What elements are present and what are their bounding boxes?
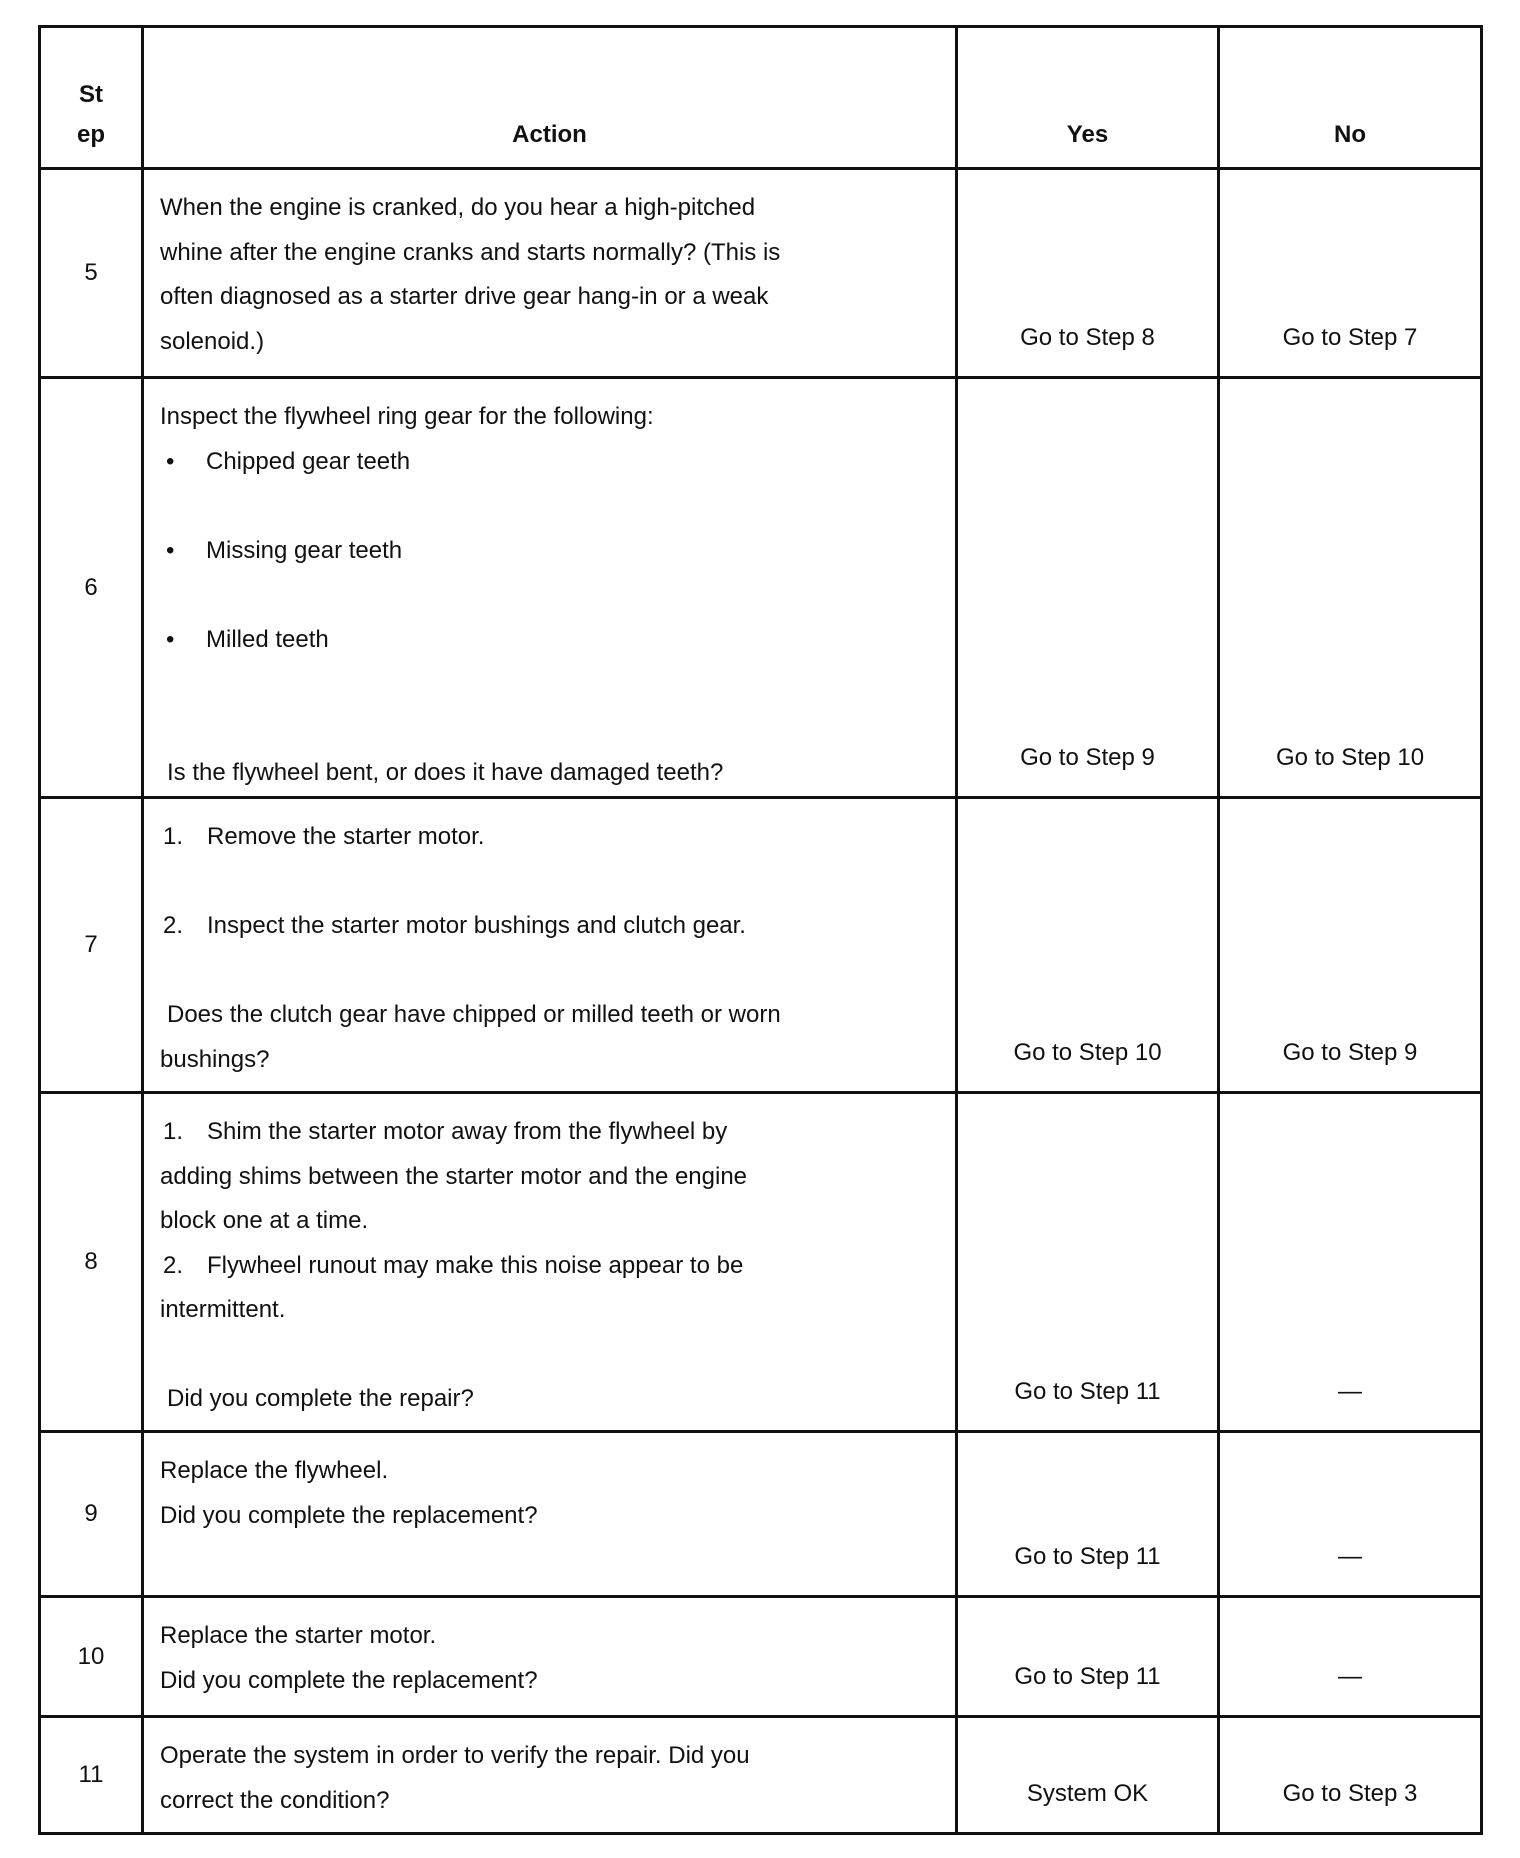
- no-result: —: [1219, 1432, 1482, 1597]
- item-marker: 1.: [163, 823, 184, 850]
- action-cell: [143, 1093, 957, 1432]
- action-cell: [143, 169, 957, 378]
- action-cell: [143, 1717, 957, 1834]
- bullet-item: [160, 440, 941, 485]
- yes-result: Go to Step 9: [957, 378, 1219, 798]
- numbered-item: [160, 904, 941, 949]
- table-row: [40, 798, 1482, 1093]
- item-marker: 2.: [163, 912, 184, 939]
- item-text: Flywheel runout may make this noise appear to be: [207, 1251, 744, 1279]
- blank-line: [160, 860, 941, 905]
- yes-result: Go to Step 11: [957, 1093, 1219, 1432]
- no-result: Go to Step 9: [1219, 798, 1482, 1093]
- numbered-item: [160, 815, 941, 860]
- no-result: Go to Step 10: [1219, 378, 1482, 798]
- item-marker: 1.: [163, 1118, 184, 1145]
- action-text: whine after the engine cranks and starts normally? (This is: [160, 238, 781, 266]
- action-text: Replace the flywheel.: [160, 1457, 389, 1484]
- action-text: Is the flywheel bent, or does it have damaged teeth?: [167, 759, 724, 786]
- item-text: Shim the starter motor away from the flywheel by: [207, 1118, 728, 1145]
- step-number: 11: [40, 1717, 143, 1834]
- item-text: Remove the starter motor.: [207, 823, 485, 850]
- action-text: When the engine is cranked, do you hear a high-pitched: [160, 194, 756, 221]
- blank-line: [160, 662, 941, 707]
- table-row: [40, 169, 1482, 378]
- item-marker: •: [166, 625, 175, 653]
- yes-result: Go to Step 10: [957, 798, 1219, 1093]
- numbered-item: [160, 1110, 941, 1155]
- action-text: Did you complete the repair?: [167, 1385, 474, 1412]
- item-text: Missing gear teeth: [206, 536, 403, 564]
- action-text: adding shims between the starter motor and the engine: [160, 1162, 748, 1190]
- diagnostic-table: [38, 25, 1483, 1835]
- item-text: Chipped gear teeth: [206, 447, 411, 475]
- action-text: often diagnosed as a starter drive gear hang-in or a weak: [160, 283, 769, 310]
- blank-line: [160, 484, 941, 529]
- bullet-item: [160, 529, 941, 574]
- action-text: Did you complete the replacement?: [160, 1666, 538, 1694]
- numbered-item: [160, 1244, 941, 1289]
- step-header-line1: St: [79, 81, 103, 108]
- item-marker: •: [166, 536, 175, 564]
- step-number: 10: [40, 1597, 143, 1717]
- item-text: Inspect the starter motor bushings and clutch gear.: [207, 912, 746, 939]
- yes-result: Go to Step 11: [957, 1432, 1219, 1597]
- step-number: 9: [40, 1432, 143, 1597]
- blank-line: [160, 1333, 941, 1378]
- action-header: Action: [143, 27, 957, 169]
- step-header: [40, 27, 143, 169]
- table-row: [40, 378, 1482, 798]
- step-number: 7: [40, 798, 143, 1093]
- action-text: intermittent.: [160, 1296, 286, 1323]
- no-header: No: [1219, 27, 1482, 169]
- action-cell: [143, 1432, 957, 1597]
- item-marker: •: [166, 447, 175, 475]
- item-text: Milled teeth: [206, 625, 329, 653]
- step-number: 6: [40, 378, 143, 798]
- action-text: Does the clutch gear have chipped or milled teeth or worn: [167, 1001, 781, 1028]
- bullet-item: [160, 618, 941, 663]
- action-cell: [143, 798, 957, 1093]
- action-text: Operate the system in order to verify the repair. Did you: [160, 1742, 750, 1769]
- action-text: Replace the starter motor.: [160, 1622, 437, 1649]
- no-result: —: [1219, 1597, 1482, 1717]
- table-row: [40, 1597, 1482, 1717]
- item-marker: 2.: [163, 1251, 184, 1279]
- action-text: solenoid.): [160, 327, 265, 355]
- action-cell: [143, 1597, 957, 1717]
- step-number: 5: [40, 169, 143, 378]
- action-text: block one at a time.: [160, 1207, 369, 1234]
- blank-line: [160, 573, 941, 618]
- no-result: —: [1219, 1093, 1482, 1432]
- step-number: 8: [40, 1093, 143, 1432]
- table-row: [40, 1093, 1482, 1432]
- yes-header: Yes: [957, 27, 1219, 169]
- yes-result: Go to Step 11: [957, 1597, 1219, 1717]
- yes-result: Go to Step 8: [957, 169, 1219, 378]
- action-text: Inspect the flywheel ring gear for the following:: [160, 403, 654, 430]
- blank-line: [160, 707, 941, 752]
- step-header-line2: ep: [76, 121, 105, 148]
- action-cell: [143, 378, 957, 798]
- action-text: correct the condition?: [160, 1786, 390, 1814]
- blank-line: [160, 949, 941, 994]
- no-result: Go to Step 3: [1219, 1717, 1482, 1834]
- no-result: Go to Step 7: [1219, 169, 1482, 378]
- table-row: [40, 1432, 1482, 1597]
- action-text: Did you complete the replacement?: [160, 1501, 538, 1529]
- action-text: bushings?: [160, 1045, 270, 1073]
- table-row: [40, 1717, 1482, 1834]
- header-row: [40, 27, 1482, 169]
- yes-result: System OK: [957, 1717, 1219, 1834]
